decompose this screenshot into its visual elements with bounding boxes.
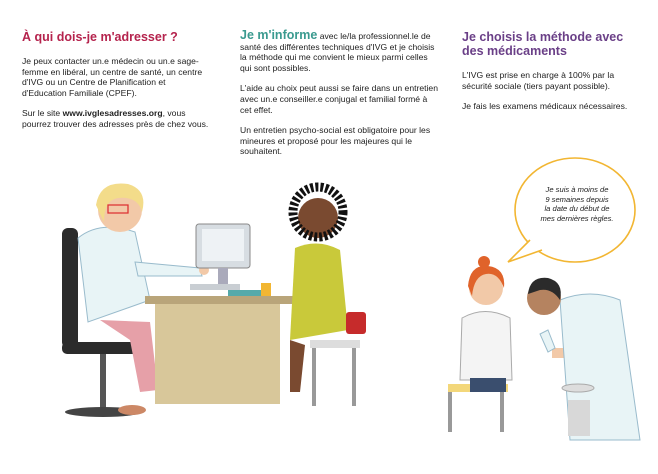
doctor-trousers <box>100 320 158 392</box>
website-link[interactable]: www.ivglesadresses.org <box>62 108 163 119</box>
woman-jeans <box>470 378 506 392</box>
bubble-line: Je suis à moins de <box>545 185 609 194</box>
desk-top <box>145 296 295 304</box>
doctor-arm <box>135 262 202 276</box>
bubble-line: mes dernières règles. <box>540 213 614 223</box>
heading-where-to-go: À qui dois-je m'adresser ? <box>22 30 178 44</box>
desk-front <box>155 304 280 404</box>
patient-bag <box>346 312 366 334</box>
exam-illustration <box>448 256 640 440</box>
bubble-line: la date du début de <box>544 204 610 214</box>
doctor-chair-stem <box>100 354 106 409</box>
side-table <box>568 400 590 436</box>
doctor-shoe <box>118 405 146 415</box>
patient-chair-seat <box>310 340 360 348</box>
woman-top <box>460 312 512 381</box>
bubble-line: 9 semaines depuis <box>545 194 609 204</box>
nurse-arm <box>540 330 555 352</box>
keyboard <box>190 284 240 290</box>
heading-inform: Je m'informe <box>240 28 318 42</box>
paragraph-counselling: L'aide au choix peut aussi se faire dans un entretien avec un.e conseiller.e conjugal et familial formé à cet effet. <box>240 83 438 115</box>
heading-method: Je choisis la méthode avec des médicaments <box>462 30 624 58</box>
paragraph-interview: Un entretien psycho-social est obligatoire pour les mineures et proposé pour les majeures qui le souhaitent. <box>240 125 431 157</box>
website-prefix: Sur le site <box>22 108 63 119</box>
pencil-cup <box>261 283 271 296</box>
paragraph-contacts: Je peux contacter un.e médecin ou un.e sage-femme en libéral, un centre de santé, un centre d'IVG ou un Centre de Planification et d'Education Familiale (CPEF). <box>22 56 203 98</box>
patient-dress <box>290 243 348 340</box>
paragraph-coverage: L'IVG est prise en charge à 100% par la sécurité sociale (tiers payant possible). <box>462 70 615 91</box>
doctor-chair-back <box>62 228 78 348</box>
patient-chair-leg1 <box>312 348 316 406</box>
tray <box>562 384 594 392</box>
exam-chair-leg1 <box>448 392 452 432</box>
patient-face <box>298 198 338 238</box>
consultation-illustration <box>62 183 366 417</box>
monitor-stand <box>218 268 228 284</box>
paragraph-inform-text: avec le/la professionnel.le de santé des différentes techniques d'IVG et je choisis la méthode qui me convient le mieux parmi celles qui sont possibles. <box>240 31 435 73</box>
website-suffix: , vous pourrez trouver des adresses près de chez vous. <box>22 108 209 129</box>
paragraph-exams: Je fais les examens médicaux nécessaires. <box>462 101 628 112</box>
patient-chair-leg2 <box>352 348 356 406</box>
patient-leg <box>290 340 305 392</box>
monitor-screen <box>202 229 244 261</box>
woman-bun <box>478 256 490 268</box>
exam-chair-leg2 <box>500 392 504 432</box>
bubble-text <box>527 185 627 223</box>
